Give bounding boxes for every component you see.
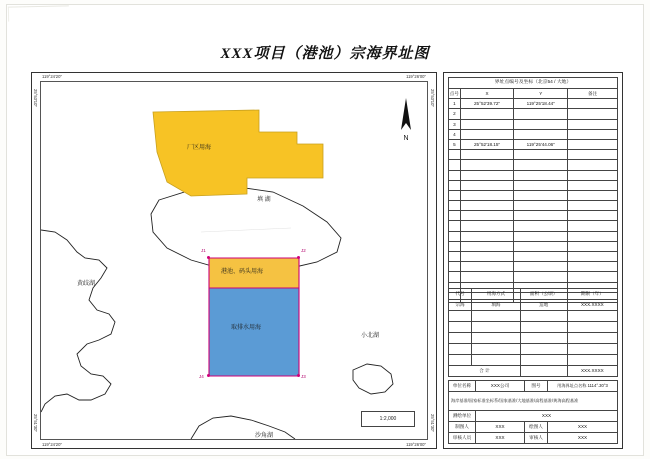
- table-row: [449, 381, 618, 392]
- vertex-marker-j2: [297, 256, 300, 259]
- cell-no: [449, 221, 461, 231]
- cell-y: [514, 119, 568, 129]
- cell-no: 2: [449, 109, 461, 119]
- table-row: [449, 411, 618, 422]
- foot-label-unit: 单位名称: [449, 381, 476, 392]
- table-row: [449, 201, 618, 211]
- place-label-huangqi: 黄歧湖: [77, 281, 96, 287]
- col-header-note: 备注: [568, 89, 618, 99]
- cell-x: 25°52′39.72″: [460, 99, 514, 109]
- parcel-label-reclamation: 填 湖: [257, 197, 271, 203]
- cell-note: [568, 150, 618, 160]
- coord-label-right-top: 25°53′10″: [430, 89, 435, 107]
- vertex-marker-j4: [207, 374, 210, 377]
- cell-no: [449, 170, 461, 180]
- legend-footer-table: [448, 380, 618, 444]
- cell-no: [449, 180, 461, 190]
- cell-x: [460, 262, 514, 272]
- coord-label-left-top: 25°53′10″: [33, 89, 38, 107]
- table-row: [449, 129, 618, 139]
- cell-note: [568, 262, 618, 272]
- cell-y: [514, 211, 568, 221]
- coord-label-right-bottom: 25°51′30″: [430, 414, 435, 432]
- cell-note: [568, 272, 618, 282]
- cell-y: [514, 241, 568, 251]
- vertex-label-j3: J3: [301, 374, 306, 379]
- cell-note: [568, 180, 618, 190]
- table-row: [449, 262, 618, 272]
- table-row: [449, 333, 618, 344]
- info-header-code: 代号: [449, 289, 472, 300]
- cell-x: [460, 180, 514, 190]
- svg-text:N: N: [403, 135, 409, 140]
- vertex-marker-j3: [297, 374, 300, 377]
- cell-x: [460, 231, 514, 241]
- table-row: [449, 109, 618, 119]
- cell-note: [568, 139, 618, 149]
- vertex-marker-j1: [207, 256, 210, 259]
- cell-y: 119°25′44.06″: [514, 139, 568, 149]
- info-cell-code: 宗海: [449, 300, 472, 311]
- table-row: [449, 311, 618, 322]
- place-label-xiaobei: 小北湖: [361, 333, 380, 339]
- foot-value-plotter: XXX: [548, 422, 618, 433]
- foot-label-approver: 审核人: [525, 433, 548, 444]
- foot-value-unit: XXX公司: [476, 381, 525, 392]
- cell-note: [568, 119, 618, 129]
- info-cell-method: 填海: [472, 300, 520, 311]
- cell-note: [568, 190, 618, 200]
- cell-note: [568, 231, 618, 241]
- foot-value-approver: XXX: [548, 433, 618, 444]
- table-row: [449, 99, 618, 109]
- foot-value-checker: XXX: [476, 433, 525, 444]
- info-header-area: 面积（公顷）: [520, 289, 567, 300]
- attribute-panel: [443, 72, 623, 449]
- table-row: [449, 190, 618, 200]
- info-header-term: 期限（年）: [567, 289, 617, 300]
- cell-y: [514, 180, 568, 190]
- cell-y: [514, 272, 568, 282]
- vertex-label-j4: J4: [199, 374, 204, 379]
- cell-y: [514, 129, 568, 139]
- info-total-label: 合 计: [449, 366, 521, 377]
- table-row: [449, 392, 618, 411]
- table-row: [449, 211, 618, 221]
- table-row: [449, 252, 618, 262]
- map-canvas: [40, 81, 428, 440]
- cell-x: [460, 150, 514, 160]
- scale-bar: 1:2,000: [361, 411, 415, 427]
- coord-label-top-left: 119°24′20″: [42, 74, 62, 79]
- coord-table-title: 界址点编号及坐标（北京54 / 大地）: [449, 78, 618, 89]
- cell-no: 5: [449, 139, 461, 149]
- page-title: XXX项目（港池）宗海界址图: [220, 46, 430, 62]
- cell-y: [514, 221, 568, 231]
- cell-y: [514, 262, 568, 272]
- cell-no: [449, 160, 461, 170]
- parcel-label-harbor: 港池、码头用海: [221, 269, 264, 275]
- foot-label-surveyor: 测绘单位: [449, 411, 476, 422]
- cell-no: [449, 272, 461, 282]
- table-row: [449, 139, 618, 149]
- foot-value-drafter: XXX: [476, 422, 525, 433]
- cell-y: [514, 160, 568, 170]
- foot-label-plotter: 绘图人: [525, 422, 548, 433]
- cell-no: 4: [449, 129, 461, 139]
- info-cell-area: 造地: [520, 300, 567, 311]
- cell-x: [460, 109, 514, 119]
- cell-y: [514, 190, 568, 200]
- cell-no: [449, 201, 461, 211]
- cell-note: [568, 201, 618, 211]
- table-row: [449, 344, 618, 355]
- cell-y: [514, 201, 568, 211]
- use-summary-table: [448, 288, 618, 377]
- table-row: [449, 241, 618, 251]
- cell-note: [568, 129, 618, 139]
- map-frame: [31, 72, 437, 449]
- col-header-y: Y: [514, 89, 568, 99]
- cell-x: [460, 119, 514, 129]
- cell-note: [568, 211, 618, 221]
- place-label-shajiao: 沙角湖: [255, 433, 274, 439]
- foot-value-surveyor: XXX: [476, 411, 618, 422]
- cell-y: [514, 231, 568, 241]
- table-row: [449, 150, 618, 160]
- coord-label-left-bottom: 25°51′30″: [33, 414, 38, 432]
- foot-datum-note: 海岸基准/国家标准坐标系/国家基准/大地基准/高程基准/黄海高程基准: [449, 392, 618, 411]
- vertex-label-j1: J1: [201, 248, 206, 253]
- table-row: [449, 322, 618, 333]
- cell-x: [460, 241, 514, 251]
- cell-note: [568, 109, 618, 119]
- cell-x: [460, 170, 514, 180]
- table-row: [449, 78, 618, 89]
- cell-note: [568, 252, 618, 262]
- cell-no: [449, 241, 461, 251]
- table-row: [449, 422, 618, 433]
- table-row: [449, 231, 618, 241]
- table-row: [449, 289, 618, 300]
- cell-x: [460, 201, 514, 211]
- scan-corner-fold: [8, 5, 69, 21]
- cell-no: [449, 252, 461, 262]
- foot-label-sheetno: 图号: [525, 381, 548, 392]
- info-total-value: XXX.XXXX: [567, 366, 617, 377]
- cell-no: [449, 231, 461, 241]
- cell-note: [568, 170, 618, 180]
- table-row: [449, 89, 618, 99]
- table-row: [449, 170, 618, 180]
- cell-x: [460, 190, 514, 200]
- coord-label-bottom-left: 119°24′20″: [42, 442, 62, 447]
- table-row: [449, 355, 618, 366]
- cell-x: [460, 221, 514, 231]
- cell-no: [449, 150, 461, 160]
- coord-label-top-right: 119°26′00″: [406, 74, 426, 79]
- table-row: [449, 221, 618, 231]
- cell-y: [514, 109, 568, 119]
- cell-no: 1: [449, 99, 461, 109]
- table-row: [449, 180, 618, 190]
- col-header-x: X: [460, 89, 514, 99]
- foot-label-drafter: 制图人: [449, 422, 476, 433]
- cell-x: [460, 272, 514, 282]
- table-row: [449, 366, 618, 377]
- coord-label-bottom-right: 119°26′00″: [406, 442, 426, 447]
- cell-x: [460, 160, 514, 170]
- table-row: [449, 300, 618, 311]
- info-header-method: 用海方式: [472, 289, 520, 300]
- cell-x: 25°52′18.15″: [460, 139, 514, 149]
- cell-y: [514, 170, 568, 180]
- table-row: [449, 160, 618, 170]
- cell-y: [514, 252, 568, 262]
- cell-no: [449, 190, 461, 200]
- north-arrow-icon: [395, 96, 417, 140]
- table-row: [449, 433, 618, 444]
- cell-x: [460, 252, 514, 262]
- info-cell-term: XXX.XXXX: [567, 300, 617, 311]
- map-drawing: [41, 82, 427, 439]
- cell-note: [568, 160, 618, 170]
- cell-x: [460, 211, 514, 221]
- foot-label-checker: 审核人员: [449, 433, 476, 444]
- cell-y: [514, 150, 568, 160]
- foot-value-sheetno: 用海界址点名称 1114°.30°3: [548, 381, 618, 392]
- cell-no: 3: [449, 119, 461, 129]
- vertex-label-j2: J2: [301, 248, 306, 253]
- table-row: [449, 272, 618, 282]
- cell-no: [449, 211, 461, 221]
- cell-note: [568, 99, 618, 109]
- cell-note: [568, 241, 618, 251]
- cell-note: [568, 221, 618, 231]
- parcel-label-intake: 取排水用海: [231, 325, 262, 331]
- parcel-label-factory: 厂区用海: [187, 145, 212, 151]
- cell-x: [460, 129, 514, 139]
- col-header-no: 点号: [449, 89, 461, 99]
- coordinate-table: [448, 77, 618, 303]
- cell-y: 119°25′18.44″: [514, 99, 568, 109]
- table-row: [449, 119, 618, 129]
- cell-no: [449, 262, 461, 272]
